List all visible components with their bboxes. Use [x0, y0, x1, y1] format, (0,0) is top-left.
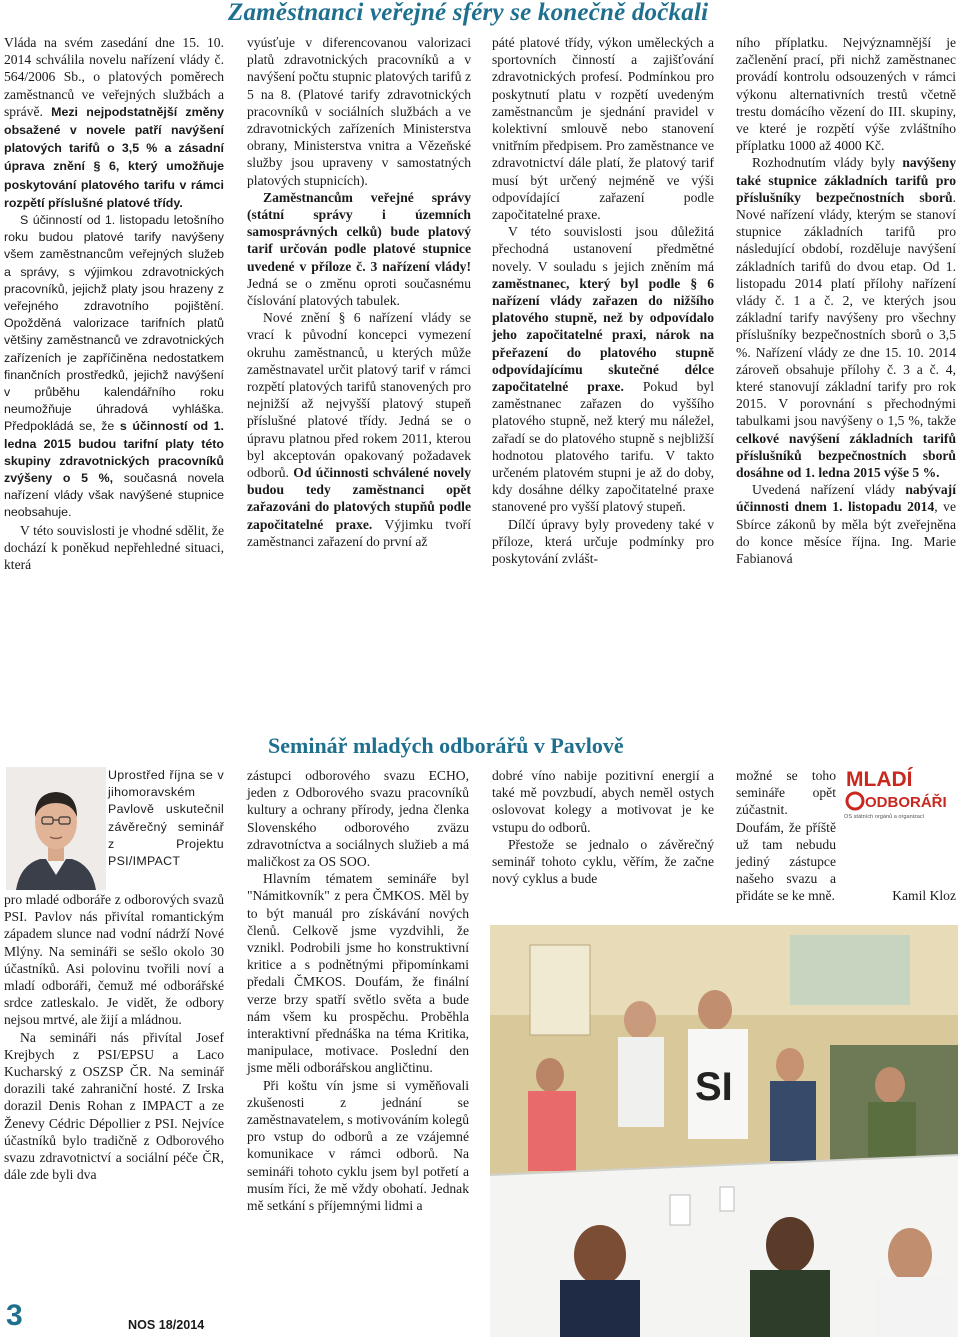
text: pro mladé odboráře z odborových svazů PSI. Pavlov nás přivítal romantickým západem slunce nad vodní nádrží Nové Mlýny. Na semináři se sešlo okolo 30 účastníků. Asi polovinu tvořili noví a mladí odboráři, čemuž mé odborářské srdce zatleskalo. Je vidět, že odbory nejsou mrtvé, ale žijí a mládnou.	[4, 892, 224, 1028]
shirt-print: SI	[695, 1065, 733, 1109]
text: možné se toho semináře opět zúčastnit. Doufám, že příště už tam nebudu jediný zástupce našeho svazu a přidáte se ke mně.	[736, 768, 836, 904]
page-number: 3	[6, 1299, 23, 1332]
seminar-group-photo	[490, 925, 958, 1337]
text: Uvedená nařízení vlády	[752, 482, 895, 498]
text-bold: navýšeny také stupnice základních tarifů pro příslušníky bezpečnostních sborů	[736, 155, 956, 205]
author-portrait-image	[6, 767, 106, 890]
text: Rozhodnutím vlády byly	[752, 155, 896, 171]
text: ního příplatku. Nejvýznamnější je začlenění prací, při nichž zaměstnanec provádí kontrolu odsouzených v rámci výkonu alternativních trestů včetně trestu domácího vězení do III. skupiny, ve které je rozpětí výše zvláštního příplatku 1000 až 4000 Kč.	[736, 35, 956, 154]
logo-line1: MLADÍ	[846, 768, 913, 791]
text: Na semináři nás přivítal Josef Krejbych z PSI/EPSU a Laco Kucharský z OSZSP ČR. Na seminář dorazili také zahraniční hosté. Z Irska dorazil Denis Rohan z IMPACT a ze Ženevy Cédric Dépollier z PSI. Nejvíce účastníků bylo tradičně z Odborového svazu zdravotnictví a sociální péče ČR, dále zde byli dva	[4, 1029, 224, 1183]
mladi-odborari-logo	[838, 764, 956, 820]
text: zástupci odborového svazu ECHO, jeden z Odborového svazu pracovníků kultury a ochrany přírody, jedna členka Slovenského odborového zväzu zdravotníctva a sociálnych služieb a má maličkost za OS SOO.	[247, 768, 469, 870]
text: Při koštu vín jsme si vyměňovali zkušenosti z jednání se zaměstnavatelem, s motivováním kolegů pro vstup do odborů a ze vzájemné komunikace v rámci odborů. Na semináři tohoto cyklu jsem byl potřetí a musím říci, že mě vždy obohatí. Jednak mě setkání s příjemnými lidmi a	[247, 1077, 469, 1214]
text: , ve Sbírce zákonů by měla být zveřejněna do konce měsíce října. Ing. Marie Fabianová	[736, 499, 956, 567]
text: Uprostřed října se v jihomoravském Pavlově uskutečnil závěrečný seminář z Projektu PSI/IMPACT	[108, 768, 224, 869]
logo-graphic	[838, 764, 956, 820]
author-signature: Kamil Kloz	[892, 888, 956, 903]
photo-illustration	[490, 925, 958, 1337]
text: S účinností od 1. listopadu letošního roku budou platové tarify navýšeny všem zaměstnancům veřejných služeb a správy, s výjimkou zdravotnických pracovníků, jejichž platy jsou hrazeny z veřejného zdravotního pojištění. Opožděná valorizace tarifních platů většiny zaměstnanců ve zdravotnických zařízeních je zapříčiněna nedostatkem finančních prostředků, jejichž navýšení v průběhu kalendářního roku neumožňuje úhradová vyhláška. Předpokládá se, že	[4, 213, 224, 434]
text-bold: Od účinnosti schválené novely budou tedy zaměstnanci opět zařazováni do platových stupňů podle započitatelné praxe.	[247, 465, 471, 532]
text: Jedná se o změnu oproti současnému číslování platových tabulek.	[247, 275, 471, 309]
article2-column-3	[492, 767, 714, 917]
text: současná novela nařízení vlády však navýšené stupnice neobsahuje.	[4, 471, 225, 520]
text-bold: Zaměstnancům veřejné správy (státní správy i územních samosprávných celků) bude platový tarif určován podle platové stupnice uvedené v příloze č. 3 nařízení vlády!	[247, 189, 471, 274]
text: Pokud byl zaměstnanec zařazen do vyššího platového stupně, než který mu náležel, zařadí se do platového stupně s nejbližší hodnotou platového tarifu. V takto určeném platovém stupni je až do doby, kdy dosáhne délky započitatelné praxe stanovené pro vyšší platový stupeň.	[492, 379, 714, 515]
article2-intro	[108, 767, 224, 891]
text-bold: zaměstnanec, který byl podle § 6 nařízení vlády zařazen do nižšího platového stupně, než by odpovídalo jeho započitatelné praxi, nárok na přeřazení do platového stupně odpovídajícímu skutečné délce započitatelné praxe.	[492, 275, 714, 395]
article2-column-4	[736, 767, 836, 904]
text: vyúsťuje v diferencovanou valorizaci platů zdravotnických pracovníků a v navýšení počtu stupnic platových tarifů z 5 na 8. (Platové tarify zdravotnických pracovníků v sociálních službách a ve zdravotnických zařízeních Ministerstva obrany, Ministerstva vnitra a Vězeňské služby jsou upraveny v samostatných platových stupnicích).	[247, 35, 471, 188]
article2-headline: Seminář mladých odborářů v Pavlově	[268, 733, 624, 758]
portrait-illustration	[6, 767, 106, 890]
article2-signature-block	[736, 887, 956, 927]
text: páté platové třídy, výkon uměleckých a sportovních činností a zajišťování zdravotnických profesí. Podmínkou pro poskytnutí platu v rozpětí uvedeným zaměstnancům je sjednání pravidel v kolektivní smlouvě nebo stanovení vnitřním předpisem. Pro zaměstnance ve zdravotnictví dále platí, že platový tarif musí být určený nejméně ve výši odpovídající zařazení podle započitatelné praxe.	[492, 35, 714, 223]
article2-column-1	[4, 891, 224, 1271]
text: Vláda na svém zasedání dne 15. 10. 2014 schválila novelu nařízení vlády č. 564/2006 Sb., o platových poměrech zaměstnanců ve veřejných službách a správě.	[4, 35, 224, 119]
text: Přestože se jednalo o závěrečný seminář tohoto cyklu, věřím, že začne nový cyklus a bude	[492, 836, 714, 887]
article1-column-4	[736, 34, 956, 696]
text: V této souvislosti je vhodné sdělit, že dochází k poněkud nepřehledné situaci, která	[4, 522, 224, 573]
text-bold: nabývají účinnosti dnem 1. listopadu 2014	[736, 482, 956, 515]
text-bold: Mezi nejpodstatnější změny obsažené v novele patří navýšení platových tarifů o 3,5 % a zásadní úprava znění § 6, který umožňuje poskytování platového tarifu v rámci rozpětí příslušné platové třídy.	[4, 104, 224, 210]
text-bold: s účinností od 1. ledna 2015 budou tarifní platy této skupiny zdravotnických pracovníků zvýšeny o 5 %,	[4, 419, 224, 486]
text: V této souvislosti jsou důležitá přechodná ustanovení předmětné novely. V souladu s jejich zněním má	[492, 224, 714, 274]
text: . Nové nařízení vlády, kterým se stanoví stupnice základních tarifů pro následující období, rozděluje navýšení základních tarifů do dvou etap. Od 1. listopadu 2014 platí přílohy nařízení vlády č. 1 a č. 2, ve kterých jsou základní tarify navýšeny pro všechny příslušníky bezpečnostních sborů o 3,5 %. Nařízení vlády ze dne 15. 10. 2014 zároveň obsahuje přílohy č. 3 a č. 4, které stanovují základní tarify pro rok 2015. V porovnání s přechodnými tabulkami jsou navýšeny o 1,5 %, takže	[736, 189, 956, 429]
logo-tagline: OS státních orgánů a organizací	[844, 814, 925, 820]
article1-column-2	[247, 34, 471, 696]
text: Nové znění § 6 nařízení vlády se vrací k původní koncepci vymezení okruhu zaměstnanců, u kterých může zaměstnavatel určit platový tarif v rámci rozpětí platových tarifů stanovených pro nejnižší až nejvyšší platový stupeň příslušné platové třídy. Jedná se o úpravu platnou před rokem 2011, kterou byl akceptován opakovaný požadavek odborů.	[247, 310, 471, 481]
article1-column-1	[4, 34, 224, 696]
text: Výjimku tvoří zaměstnanci zařazení do první až	[247, 516, 471, 549]
article1-column-3	[492, 34, 714, 696]
issue-label: NOS 18/2014	[128, 1318, 205, 1332]
text: Dílčí úpravy byly provedeny také v příloze, která určuje podmínky pro poskytování zvlášt-	[492, 516, 714, 567]
logo-line2: ODBORÁŘI	[865, 794, 947, 811]
text-bold: celkové navýšení základních tarifů příslušníků bezpečnostních sborů dosáhne od 1. ledna 2015 výše 5 %.	[736, 430, 956, 481]
article2-column-2	[247, 767, 469, 1337]
text: dobré víno nabije pozitivní energií a také mě povzbudí, abych neměl ostych oslovovat kolegy a motivovat je ke vstupu do odborů.	[492, 768, 714, 835]
text: Hlavním tématem semináře byl "Námitkovník" z pera ČMKOS. Měl by to být manuál pro získávání nových členů. Celkově jsme vyzdvihli, že vznikl. Podrobili jsme ho konstruktivní kritice a s podnětnými připomínkami předali ČMKOS. Doufám, že finální verze brzy spatří světlo světa a bude nám všem ku prospěchu. Proběhla interaktivní přednáška na téma Kritika, manipulace, motivace. Poslední den jsme měli odborářskou angličtinu.	[247, 871, 469, 1076]
article1-headline: Zaměstnanci veřejné sféry se konečně dočkali	[228, 0, 709, 26]
